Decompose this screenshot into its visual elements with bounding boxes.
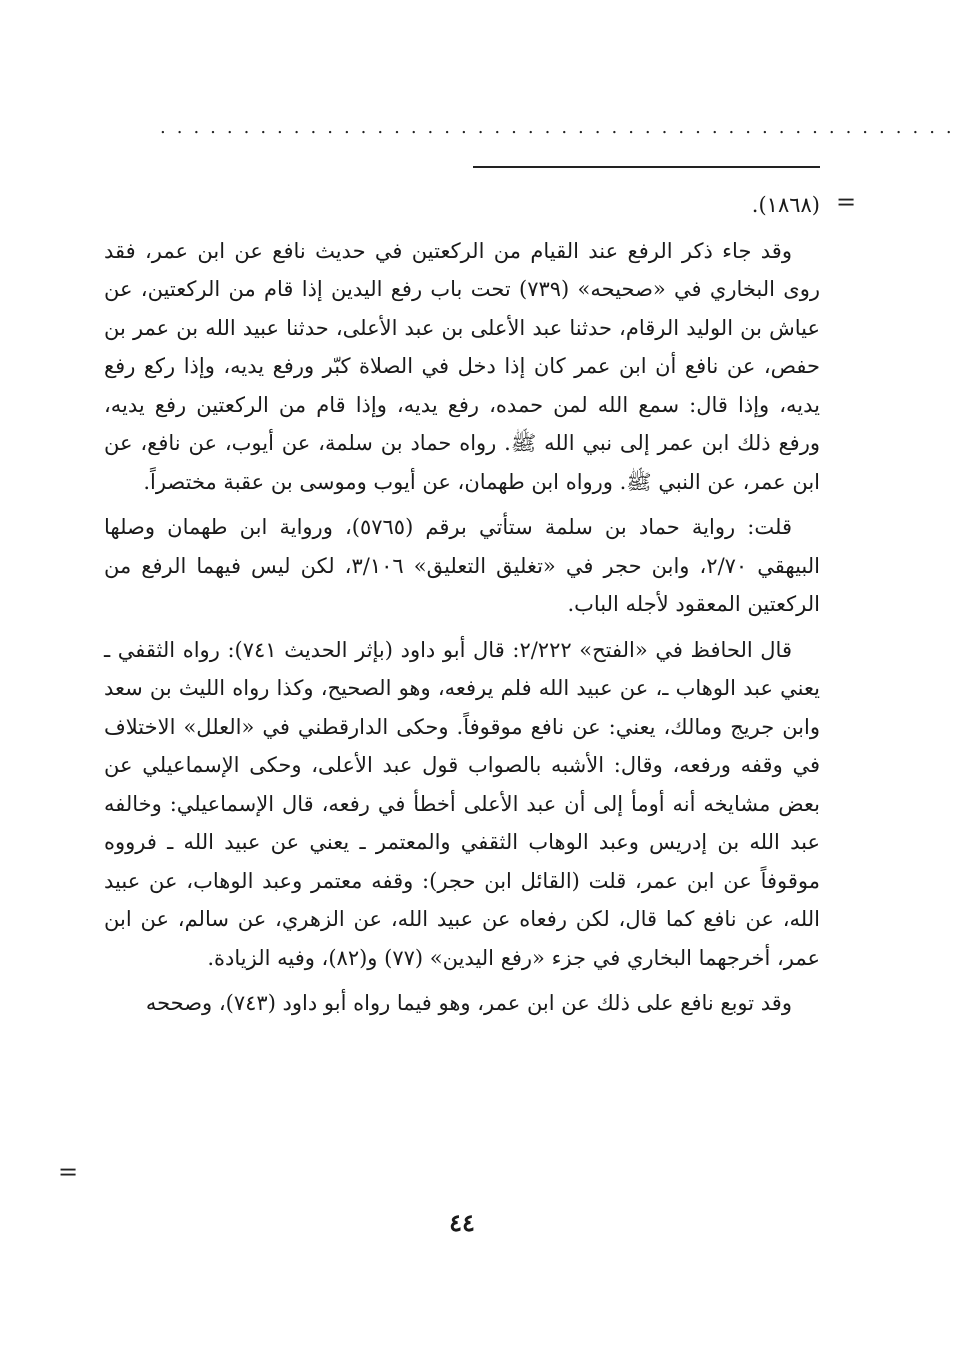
continuation-mark-top: = — [836, 188, 857, 216]
separator-dots: ................................................ — [160, 117, 963, 138]
footnote-text — [104, 186, 820, 1030]
reference-line: (١٨٦٨). — [751, 193, 820, 217]
page-number: ٤٤ — [449, 1208, 475, 1237]
paragraph: قلت: رواية حماد بن سلمة ستأتي برقم (٥٧٦٥)، ورواية ابن طهمان وصلها البيهقي ٢/٧٠، وابن حجر في «تغليق التعليق» ٣/١٠٦، لكن ليس فيهما الرفع من الركعتين المعقود لأجله الباب. — [104, 515, 820, 616]
continuation-mark-bottom: = — [58, 1158, 79, 1186]
paragraph: وقد توبع نافع على ذلك عن ابن عمر، وهو فيما رواه أبو داود (٧٤٣)، وصححه — [145, 991, 792, 1015]
paragraph: قال الحافظ في «الفتح» ٢/٢٢٢: قال أبو داود (بإثر الحديث ٧٤١): رواه الثقفي ـ يعني عبد الوهاب ـ، عن عبيد الله فلم يرفعه، وهو الصحيح، وكذا رواه الليث بن سعد وابن جريج ومالك، يعني: عن نافع موقوفاً. وحكى الدارقطني في «العلل» الاختلاف في وقفه ورفعه، وقال: الأشبه بالصواب قول عبد الأعلى، وحكى الإسماعيلي عن بعض مشايخه أنه أومأ إلى أن عبد الأعلى أخطأ في رفعه، قال الإسماعيلي: وخالفه عبد الله بن إدريس وعبد الوهاب الثقفي والمعتمر ـ يعني عن عبيد الله ـ فرووه موقوفاً عن ابن عمر، قلت (القائل ابن حجر): وقفه معتمر وعبد الوهاب، عن عبيد الله، عن نافع كما قال، لكن رفعاه عن عبيد الله، عن الزهري، عن سالم، عن ابن عمر، أخرجهما البخاري في جزء «رفع اليدين» (٧٧) و(٨٢)، وفيه الزيادة. — [104, 637, 820, 970]
paragraph: وقد جاء ذكر الرفع عند القيام من الركعتين في حديث نافع عن ابن عمر، فقد روى البخاري في «صحيحه» (٧٣٩) تحت باب رفع اليدين إذا قام من الركعتين، عن عياش بن الوليد الرقام، حدثنا عبد الأعلى بن عبد الأعلى، حدثنا عبيد الله بن عمر بن حفص، عن نافع أن ابن عمر كان إذا دخل في الصلاة كبّر ورفع يديه، وإذا ركع رفع يديه، وإذا قال: سمع الله لمن حمده، رفع يديه، وإذا قام من الركعتين رفع يديه، ورفع ذلك ابن عمر إلى نبي الله ﷺ. رواه حماد بن سلمة، عن أيوب، عن نافع، عن ابن عمر، عن النبي ﷺ. ورواه ابن طهمان، عن أيوب وموسى بن عقبة مختصراً. — [104, 238, 820, 494]
footnote-rule — [473, 166, 820, 168]
